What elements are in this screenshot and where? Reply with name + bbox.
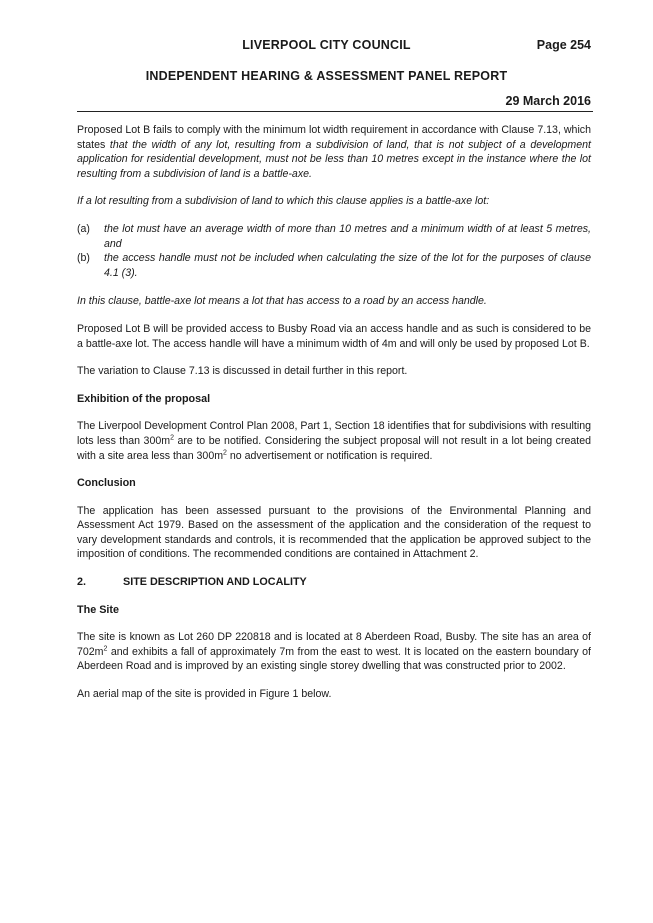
variation-paragraph: The variation to Clause 7.13 is discussed in detail further in this report.	[77, 365, 408, 378]
council-name: LIVERPOOL CITY COUNCIL	[242, 38, 411, 52]
list-item: (b) the access handle must not be included when calculating the size of the lot for the purposes of clause 4.1 (3).	[77, 252, 591, 279]
site-heading: The Site	[77, 603, 119, 616]
page-number: Page 254	[536, 38, 591, 52]
section-number: 2.	[77, 576, 87, 589]
battle-axe-intro: If a lot resulting from a subdivision of land to which this clause applies is a battle-axe lot:	[77, 195, 490, 208]
section-title: SITE DESCRIPTION AND LOCALITY	[123, 576, 307, 589]
exhibition-heading: Exhibition of the proposal	[77, 392, 211, 405]
list-item: (a) the lot must have an average width of more than 10 metres and a minimum width of at least 5 metres, and	[77, 222, 591, 250]
exhibition-paragraph: The Liverpool Development Control Plan 2008, Part 1, Section 18 identifies that for subdivisions with resulting lots less than $300m^2$ are to be notified. Considering the subject proposal will not result in a lot being created with a site area less than $300m^2$ no advertisement or notification is required.	[77, 420, 591, 462]
section-heading	[77, 575, 591, 590]
header-divider	[77, 111, 593, 112]
report-body	[77, 123, 591, 715]
site-paragraph: The site is known as Lot 260 DP 220818 and is located at 8 Aberdeen Road, Busby. The site has an area of $702m^2$ and exhibits a fall of approximately 7m from the east to west. It is located on the eastern boundary of Aberdeen Road and is improved by an existing single storey dwelling that was constructed prior to 2002.	[77, 631, 591, 673]
report-date: 29 March 2016	[505, 94, 591, 108]
report-title: INDEPENDENT HEARING & ASSESSMENT PANEL REPORT	[145, 69, 508, 83]
access-handle-paragraph: Proposed Lot B will be provided access to Busby Road via an access handle and as such is considered to be a battle-axe lot. The access handle will have a minimum width of 4m and will only be used by proposed Lot B.	[77, 322, 591, 350]
conclusion-heading: Conclusion	[77, 477, 136, 490]
aerial-map-paragraph: An aerial map of the site is provided in Figure 1 below.	[77, 688, 332, 701]
lot-width-paragraph: Proposed Lot B fails to comply with the minimum lot width requirement in accordance with Clause 7.13, which states that the width of any lot, resulting from a subdivision of land, that is not subject of a development application for residential development, must not be less than 10 metres except in the instance where the lot resulting from a subdivision of land is a battle-axe.	[77, 124, 591, 180]
battle-axe-conditions	[77, 222, 591, 280]
conclusion-paragraph: The application has been assessed pursuant to the provisions of the Environmental Planning and Assessment Act 1979. Based on the assessment of the application and the consideration of the request to vary development standards and controls, it is recommended that the application be approved subject to the imposition of conditions. The recommended conditions are contained in Attachment 2.	[77, 504, 591, 561]
battle-axe-definition: In this clause, battle-axe lot means a lot that has access to a road by an access handle.	[77, 295, 487, 308]
